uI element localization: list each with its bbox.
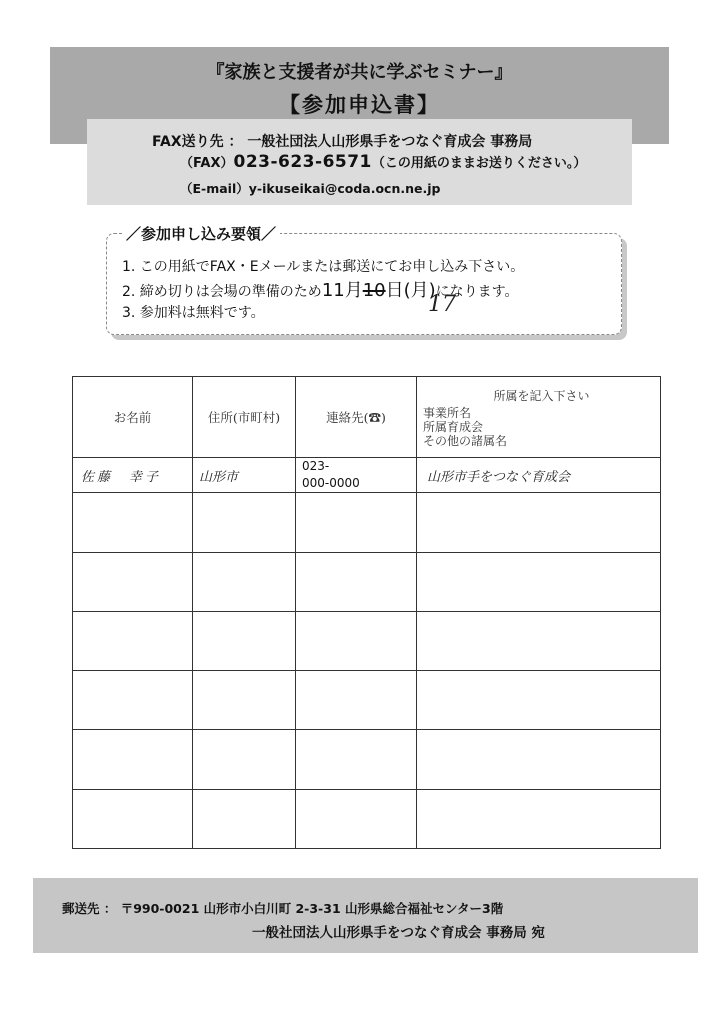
- address-cell[interactable]: [193, 611, 296, 670]
- address-cell[interactable]: [193, 552, 296, 611]
- email-line: [180, 179, 440, 197]
- table-row: [73, 493, 661, 552]
- table-row: [73, 730, 661, 789]
- entry-affiliation[interactable]: 山形市手をつなぐ育成会: [417, 458, 661, 493]
- handwritten-corrected-day: 17: [428, 292, 456, 317]
- table-row: [73, 789, 661, 848]
- guideline-2-suffix: になります。: [435, 284, 519, 300]
- affiliation-cell[interactable]: [417, 730, 661, 789]
- application-table: [72, 376, 661, 849]
- affiliation-title: 所属を記入下さい: [493, 388, 590, 403]
- address-cell[interactable]: [193, 730, 296, 789]
- email-label: （E-mail）: [180, 181, 249, 196]
- table-row: [73, 611, 661, 670]
- affiliation-cell[interactable]: [417, 611, 661, 670]
- entry-tel-line2: 000-0000: [302, 476, 360, 491]
- address-cell[interactable]: [193, 789, 296, 848]
- table-header-row: [73, 377, 661, 458]
- entry-contact[interactable]: [296, 458, 417, 493]
- header-address: 住所(市町村): [193, 377, 296, 458]
- guideline-item-1: 1. この用紙でFAX・Eメールまたは郵送にてお申し込み下さい。: [122, 259, 525, 275]
- fax-number: 023-623-6571: [233, 152, 372, 172]
- name-cell[interactable]: [73, 493, 193, 552]
- name-cell[interactable]: [73, 552, 193, 611]
- entry-tel-line1: 023-: [302, 459, 330, 474]
- guidelines-title: ／参加申し込み要領／: [122, 223, 280, 244]
- form-title: 【参加申込書】: [279, 93, 440, 117]
- header-contact: 連絡先(☎): [296, 377, 417, 458]
- contact-cell[interactable]: [296, 671, 417, 730]
- contact-cell[interactable]: [296, 730, 417, 789]
- fax-label: （FAX）: [180, 156, 234, 171]
- header-affiliation: [417, 377, 661, 458]
- name-cell[interactable]: [73, 730, 193, 789]
- affiliation-option-3: その他の諸属名: [423, 433, 508, 448]
- guideline-item-3: 3. 参加料は無料です。: [122, 305, 265, 321]
- fax-note: （この用紙のままお送りください。）: [371, 156, 587, 171]
- address-cell[interactable]: [193, 493, 296, 552]
- header-name: お名前: [73, 377, 193, 458]
- name-cell[interactable]: [73, 789, 193, 848]
- deadline-day-suffix: 日(月): [385, 280, 436, 301]
- guideline-2-prefix: 2. 締め切りは会場の準備のため: [122, 284, 322, 300]
- deadline-month: 11月: [321, 280, 363, 301]
- affiliation-cell[interactable]: [417, 789, 661, 848]
- entry-name[interactable]: 佐藤 幸子: [73, 458, 193, 493]
- fax-number-line: [180, 152, 586, 172]
- guideline-item-2: [122, 276, 519, 302]
- contact-cell[interactable]: [296, 493, 417, 552]
- email-address: y-ikuseikai@coda.ocn.ne.jp: [248, 181, 441, 196]
- name-cell[interactable]: [73, 671, 193, 730]
- contact-cell[interactable]: [296, 789, 417, 848]
- deadline-old-day: 10: [362, 280, 386, 301]
- address-cell[interactable]: [193, 671, 296, 730]
- entry-address[interactable]: 山形市: [193, 458, 296, 493]
- table-row: [73, 458, 661, 493]
- contact-cell[interactable]: [296, 552, 417, 611]
- affiliation-cell[interactable]: [417, 671, 661, 730]
- fax-destination: FAX送り先 ： 一般社団法人山形県手をつなぐ育成会 事務局: [152, 134, 533, 150]
- table-row: [73, 671, 661, 730]
- mailing-recipient: 一般社団法人山形県手をつなぐ育成会 事務局 宛: [252, 925, 545, 941]
- affiliation-option-2: 所属育成会: [423, 419, 484, 434]
- affiliation-cell[interactable]: [417, 493, 661, 552]
- mailing-address: 郵送先 ： 〒990-0021 山形市小白川町 2-3-31 山形県総合福祉センター3階: [62, 901, 504, 916]
- name-cell[interactable]: [73, 611, 193, 670]
- table-row: [73, 552, 661, 611]
- affiliation-option-1: 事業所名: [423, 405, 472, 420]
- contact-cell[interactable]: [296, 611, 417, 670]
- affiliation-cell[interactable]: [417, 552, 661, 611]
- seminar-title: 『家族と支援者が共に学ぶセミナー』: [206, 62, 513, 83]
